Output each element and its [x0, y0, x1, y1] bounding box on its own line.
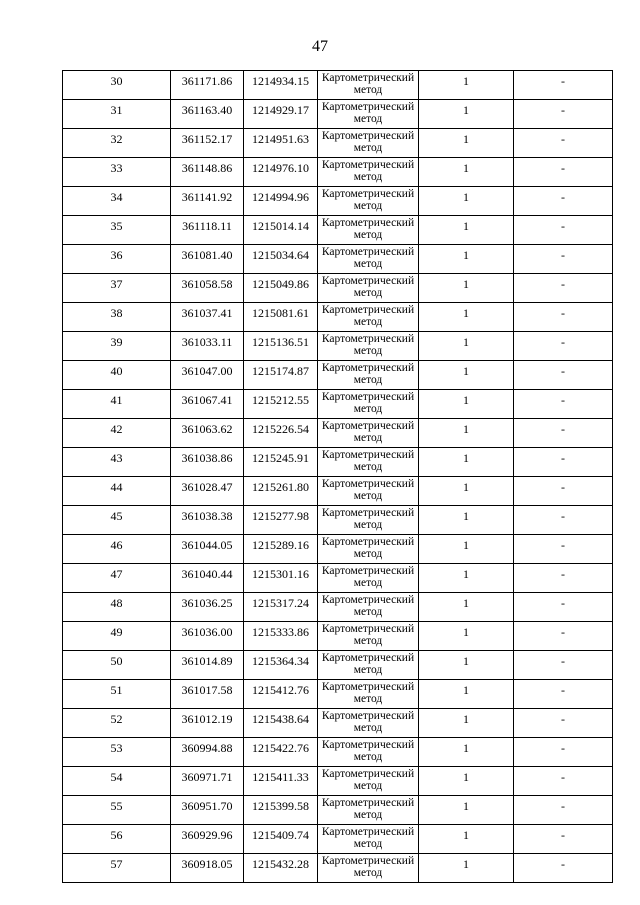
x-coordinate-cell: 360994.88	[171, 738, 244, 767]
description-cell: -	[514, 854, 613, 883]
method-text: Картометрический метод	[321, 391, 415, 415]
method-cell	[318, 651, 419, 680]
method-cell	[318, 680, 419, 709]
method-text: Картометрический метод	[321, 246, 415, 270]
point-number-cell: 42	[63, 419, 171, 448]
method-cell	[318, 274, 419, 303]
x-coordinate-cell: 361148.86	[171, 158, 244, 187]
accuracy-cell: 1	[419, 245, 514, 274]
method-text: Картометрический метод	[321, 507, 415, 531]
method-cell	[318, 332, 419, 361]
x-coordinate-cell: 361036.00	[171, 622, 244, 651]
point-number-cell: 54	[63, 767, 171, 796]
accuracy-cell: 1	[419, 158, 514, 187]
table-row	[63, 506, 613, 535]
method-cell	[318, 390, 419, 419]
method-text: Картометрический метод	[321, 101, 415, 125]
y-coordinate-cell: 1215014.14	[244, 216, 318, 245]
y-coordinate-cell: 1214929.17	[244, 100, 318, 129]
description-cell: -	[514, 506, 613, 535]
accuracy-cell: 1	[419, 854, 514, 883]
method-cell	[318, 100, 419, 129]
point-number-cell: 49	[63, 622, 171, 651]
x-coordinate-cell: 361047.00	[171, 361, 244, 390]
y-coordinate-cell: 1215411.33	[244, 767, 318, 796]
y-coordinate-cell: 1215081.61	[244, 303, 318, 332]
y-coordinate-cell: 1215333.86	[244, 622, 318, 651]
description-cell: -	[514, 332, 613, 361]
description-cell: -	[514, 100, 613, 129]
table-row	[63, 622, 613, 651]
description-cell: -	[514, 564, 613, 593]
method-cell	[318, 448, 419, 477]
method-text: Картометрический метод	[321, 681, 415, 705]
y-coordinate-cell: 1215412.76	[244, 680, 318, 709]
table-body	[63, 71, 613, 883]
accuracy-cell: 1	[419, 187, 514, 216]
y-coordinate-cell: 1215364.34	[244, 651, 318, 680]
point-number-cell: 35	[63, 216, 171, 245]
accuracy-cell: 1	[419, 738, 514, 767]
y-coordinate-cell: 1214976.10	[244, 158, 318, 187]
accuracy-cell: 1	[419, 564, 514, 593]
method-text: Картометрический метод	[321, 449, 415, 473]
method-cell	[318, 187, 419, 216]
y-coordinate-cell: 1215432.28	[244, 854, 318, 883]
description-cell: -	[514, 535, 613, 564]
y-coordinate-cell: 1215289.16	[244, 535, 318, 564]
method-text: Картометрический метод	[321, 188, 415, 212]
accuracy-cell: 1	[419, 361, 514, 390]
table-row	[63, 593, 613, 622]
table-row	[63, 854, 613, 883]
method-text: Картометрический метод	[321, 652, 415, 676]
accuracy-cell: 1	[419, 71, 514, 100]
method-cell	[318, 796, 419, 825]
accuracy-cell: 1	[419, 216, 514, 245]
coordinates-table	[62, 70, 613, 883]
table-row	[63, 274, 613, 303]
x-coordinate-cell: 361012.19	[171, 709, 244, 738]
method-text: Картометрический метод	[321, 768, 415, 792]
description-cell: -	[514, 477, 613, 506]
x-coordinate-cell: 361014.89	[171, 651, 244, 680]
method-text: Картометрический метод	[321, 797, 415, 821]
point-number-cell: 47	[63, 564, 171, 593]
x-coordinate-cell: 361038.38	[171, 506, 244, 535]
table-row	[63, 535, 613, 564]
method-text: Картометрический метод	[321, 130, 415, 154]
description-cell: -	[514, 274, 613, 303]
accuracy-cell: 1	[419, 332, 514, 361]
table-row	[63, 303, 613, 332]
table-row	[63, 767, 613, 796]
table-row	[63, 825, 613, 854]
description-cell: -	[514, 187, 613, 216]
y-coordinate-cell: 1215301.16	[244, 564, 318, 593]
method-text: Картометрический метод	[321, 536, 415, 560]
y-coordinate-cell: 1215261.80	[244, 477, 318, 506]
accuracy-cell: 1	[419, 796, 514, 825]
method-cell	[318, 854, 419, 883]
method-text: Картометрический метод	[321, 478, 415, 502]
y-coordinate-cell: 1215212.55	[244, 390, 318, 419]
method-text: Картометрический метод	[321, 565, 415, 589]
y-coordinate-cell: 1215174.87	[244, 361, 318, 390]
point-number-cell: 44	[63, 477, 171, 506]
table-row	[63, 71, 613, 100]
x-coordinate-cell: 361152.17	[171, 129, 244, 158]
method-cell	[318, 477, 419, 506]
y-coordinate-cell: 1215136.51	[244, 332, 318, 361]
method-cell	[318, 129, 419, 158]
table-row	[63, 419, 613, 448]
x-coordinate-cell: 361118.11	[171, 216, 244, 245]
table-row	[63, 245, 613, 274]
point-number-cell: 50	[63, 651, 171, 680]
table-row	[63, 738, 613, 767]
point-number-cell: 36	[63, 245, 171, 274]
accuracy-cell: 1	[419, 825, 514, 854]
method-cell	[318, 709, 419, 738]
x-coordinate-cell: 360929.96	[171, 825, 244, 854]
description-cell: -	[514, 825, 613, 854]
y-coordinate-cell: 1215034.64	[244, 245, 318, 274]
x-coordinate-cell: 361038.86	[171, 448, 244, 477]
method-cell	[318, 245, 419, 274]
x-coordinate-cell: 360951.70	[171, 796, 244, 825]
description-cell: -	[514, 680, 613, 709]
accuracy-cell: 1	[419, 506, 514, 535]
point-number-cell: 40	[63, 361, 171, 390]
method-text: Картометрический метод	[321, 739, 415, 763]
table-row	[63, 477, 613, 506]
x-coordinate-cell: 361081.40	[171, 245, 244, 274]
accuracy-cell: 1	[419, 448, 514, 477]
x-coordinate-cell: 361067.41	[171, 390, 244, 419]
accuracy-cell: 1	[419, 274, 514, 303]
method-text: Картометрический метод	[321, 333, 415, 357]
description-cell: -	[514, 709, 613, 738]
x-coordinate-cell: 361033.11	[171, 332, 244, 361]
accuracy-cell: 1	[419, 419, 514, 448]
y-coordinate-cell: 1215049.86	[244, 274, 318, 303]
accuracy-cell: 1	[419, 593, 514, 622]
x-coordinate-cell: 360971.71	[171, 767, 244, 796]
y-coordinate-cell: 1215438.64	[244, 709, 318, 738]
accuracy-cell: 1	[419, 129, 514, 158]
y-coordinate-cell: 1214994.96	[244, 187, 318, 216]
point-number-cell: 43	[63, 448, 171, 477]
description-cell: -	[514, 622, 613, 651]
accuracy-cell: 1	[419, 709, 514, 738]
accuracy-cell: 1	[419, 535, 514, 564]
description-cell: -	[514, 245, 613, 274]
point-number-cell: 46	[63, 535, 171, 564]
method-cell	[318, 361, 419, 390]
point-number-cell: 53	[63, 738, 171, 767]
point-number-cell: 37	[63, 274, 171, 303]
y-coordinate-cell: 1215277.98	[244, 506, 318, 535]
x-coordinate-cell: 361141.92	[171, 187, 244, 216]
description-cell: -	[514, 419, 613, 448]
table-row	[63, 129, 613, 158]
table-row	[63, 158, 613, 187]
point-number-cell: 31	[63, 100, 171, 129]
y-coordinate-cell: 1215226.54	[244, 419, 318, 448]
x-coordinate-cell: 361163.40	[171, 100, 244, 129]
point-number-cell: 30	[63, 71, 171, 100]
table-row	[63, 564, 613, 593]
method-cell	[318, 622, 419, 651]
method-text: Картометрический метод	[321, 594, 415, 618]
method-text: Картометрический метод	[321, 275, 415, 299]
description-cell: -	[514, 448, 613, 477]
point-number-cell: 55	[63, 796, 171, 825]
table-row	[63, 796, 613, 825]
description-cell: -	[514, 303, 613, 332]
point-number-cell: 41	[63, 390, 171, 419]
method-cell	[318, 419, 419, 448]
point-number-cell: 52	[63, 709, 171, 738]
x-coordinate-cell: 361171.86	[171, 71, 244, 100]
description-cell: -	[514, 361, 613, 390]
point-number-cell: 57	[63, 854, 171, 883]
method-cell	[318, 825, 419, 854]
method-text: Картометрический метод	[321, 855, 415, 879]
y-coordinate-cell: 1215245.91	[244, 448, 318, 477]
x-coordinate-cell: 361017.58	[171, 680, 244, 709]
description-cell: -	[514, 593, 613, 622]
point-number-cell: 48	[63, 593, 171, 622]
y-coordinate-cell: 1215399.58	[244, 796, 318, 825]
accuracy-cell: 1	[419, 390, 514, 419]
x-coordinate-cell: 361028.47	[171, 477, 244, 506]
point-number-cell: 33	[63, 158, 171, 187]
point-number-cell: 32	[63, 129, 171, 158]
x-coordinate-cell: 361040.44	[171, 564, 244, 593]
y-coordinate-cell: 1214951.63	[244, 129, 318, 158]
y-coordinate-cell: 1214934.15	[244, 71, 318, 100]
table-row	[63, 361, 613, 390]
method-cell	[318, 506, 419, 535]
description-cell: -	[514, 767, 613, 796]
table-row	[63, 709, 613, 738]
table-row	[63, 100, 613, 129]
x-coordinate-cell: 361063.62	[171, 419, 244, 448]
method-text: Картометрический метод	[321, 159, 415, 183]
method-cell	[318, 216, 419, 245]
method-text: Картометрический метод	[321, 710, 415, 734]
accuracy-cell: 1	[419, 477, 514, 506]
page-number: 47	[312, 38, 328, 55]
point-number-cell: 39	[63, 332, 171, 361]
table-row	[63, 651, 613, 680]
method-text: Картометрический метод	[321, 826, 415, 850]
table-row	[63, 332, 613, 361]
y-coordinate-cell: 1215317.24	[244, 593, 318, 622]
description-cell: -	[514, 216, 613, 245]
description-cell: -	[514, 158, 613, 187]
x-coordinate-cell: 361058.58	[171, 274, 244, 303]
table-row	[63, 390, 613, 419]
y-coordinate-cell: 1215422.76	[244, 738, 318, 767]
point-number-cell: 38	[63, 303, 171, 332]
description-cell: -	[514, 738, 613, 767]
method-text: Картометрический метод	[321, 72, 415, 96]
point-number-cell: 51	[63, 680, 171, 709]
point-number-cell: 45	[63, 506, 171, 535]
x-coordinate-cell: 360918.05	[171, 854, 244, 883]
accuracy-cell: 1	[419, 680, 514, 709]
method-text: Картометрический метод	[321, 420, 415, 444]
point-number-cell: 34	[63, 187, 171, 216]
x-coordinate-cell: 361036.25	[171, 593, 244, 622]
description-cell: -	[514, 651, 613, 680]
accuracy-cell: 1	[419, 100, 514, 129]
table-row	[63, 216, 613, 245]
method-text: Картометрический метод	[321, 362, 415, 386]
y-coordinate-cell: 1215409.74	[244, 825, 318, 854]
method-cell	[318, 303, 419, 332]
method-cell	[318, 158, 419, 187]
method-text: Картометрический метод	[321, 304, 415, 328]
point-number-cell: 56	[63, 825, 171, 854]
method-cell	[318, 593, 419, 622]
method-cell	[318, 738, 419, 767]
method-cell	[318, 71, 419, 100]
table-row	[63, 448, 613, 477]
description-cell: -	[514, 71, 613, 100]
accuracy-cell: 1	[419, 303, 514, 332]
table-row	[63, 680, 613, 709]
method-cell	[318, 767, 419, 796]
x-coordinate-cell: 361037.41	[171, 303, 244, 332]
accuracy-cell: 1	[419, 622, 514, 651]
description-cell: -	[514, 129, 613, 158]
accuracy-cell: 1	[419, 651, 514, 680]
method-cell	[318, 564, 419, 593]
method-text: Картометрический метод	[321, 623, 415, 647]
x-coordinate-cell: 361044.05	[171, 535, 244, 564]
description-cell: -	[514, 390, 613, 419]
method-text: Картометрический метод	[321, 217, 415, 241]
table-row	[63, 187, 613, 216]
description-cell: -	[514, 796, 613, 825]
method-cell	[318, 535, 419, 564]
accuracy-cell: 1	[419, 767, 514, 796]
